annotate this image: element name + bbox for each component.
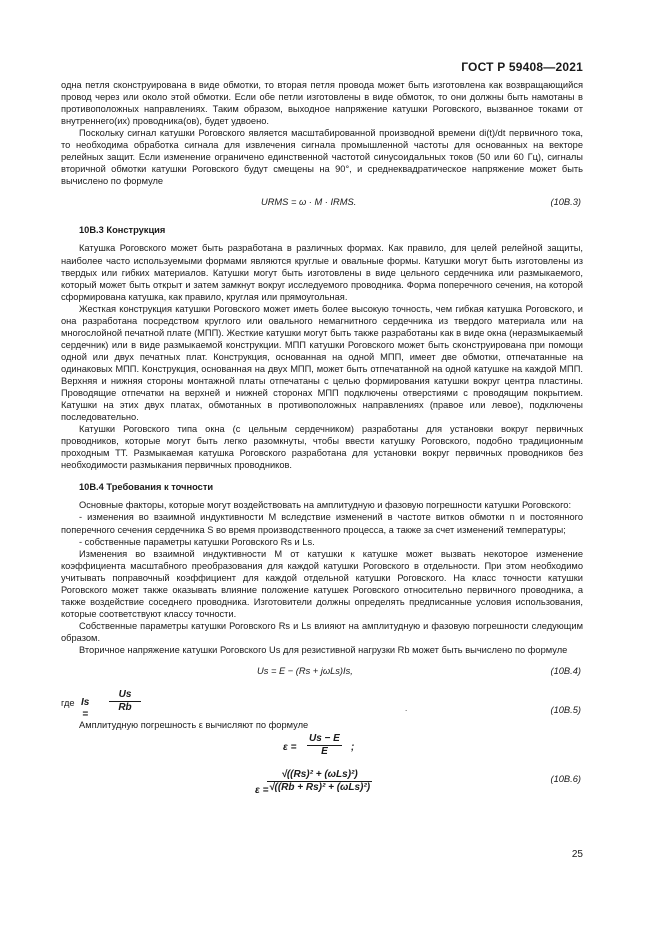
standard-header: ГОСТ Р 59408—2021: [461, 60, 583, 74]
paragraph: Поскольку сигнал катушки Роговского является масштабированной производной времени di(t)/dt первичного тока, то необходима обработка сигнала для извлечения сигнала промышленной частоты для основанных на векторе релейных защит. Если изменение ограничено единственной частотой синусоидальных токов (50 или 60 Гц), сигналы вторичной обмотки катушки Роговского будут смещены на 90°, и среднеквадратическое напряжение может быть вычислено по формуле: [61, 128, 583, 187]
formula-number: (10В.6): [550, 774, 581, 785]
formula-number: (10В.5): [550, 705, 581, 716]
list-item: - изменения во взаимной индуктивности M вследствие изменений в частоте витков обмотки n и постоянного поперечного сечения сердечника S во время производственного процесса, а также за счет изменений температуры;: [61, 512, 583, 535]
formula-fraction: [267, 769, 372, 794]
section-heading: 10В.4 Требования к точности: [79, 482, 214, 493]
formula-lhs: ε =: [255, 785, 269, 797]
paragraph: Жесткая конструкция катушки Роговского может иметь более высокую точность, чем гибкая катушка Роговского, и она разработана посредством круглого или овального немагнитного сердечника из твердого материала или на многослойной печатной плате (МПП). Жесткие катушки могут быть также разработаны как в виде окна (неразмыкаемый сердечник) или в виде размыкаемой конструкции. МПП катушки Роговского может быть сконструирована при помощи одной или двух печатных плат. Конструкция, основанная на одной МПП, имеет две обмотки, отпечатанные на одинаковых МПП. Конструкция, основанная на двух МПП, может быть отпечатанной на одной катушке на каждой МПП. Верхняя и нижняя стороны монтажной платы отпечатаны с целью формирования катушки вокруг центра пластины. Проводящие отпечатки на верхней и нижней сторонах МПП подключены отверстиями с проводящим покрытием. Катушки на этих двух платах, обмотанных в противоположных направлениях (правое или левое), подключены последовательно.: [61, 303, 583, 423]
formula-10b3: [61, 192, 583, 214]
fraction-denominator: √((Rb + Rs)² + (ωLs)²): [269, 782, 371, 794]
page-number: 25: [571, 849, 583, 860]
paragraph: Вторичное напряжение катушки Роговского Us для резистивной нагрузки Rb может быть вычислено по формуле: [79, 644, 568, 655]
formula-10b5: [61, 689, 583, 721]
section-heading: 10В.3 Конструкция: [79, 225, 166, 236]
paragraph: одна петля сконструирована в виде обмотки, то вторая петля провода может быть изготовлена как возвращающийся провод через или около этой обмотки. Если обе петли изготовлены в виде обмоток, то они должны быть намотаны в противоположных направлениях. Таким образом, выходное напряжение катушки Роговского, вызванное токами от внутреннего(их) проводника(ов), будет удвоено.: [61, 80, 583, 127]
formula-lhs: ε =: [283, 742, 297, 754]
fraction-numerator: Us − E: [307, 733, 342, 746]
formula-number: (10В.3): [550, 197, 581, 208]
list-item: - собственные параметры катушки Роговского Rs и Ls.: [79, 536, 315, 547]
formula-epsilon: [61, 733, 583, 765]
formula-number: (10В.4): [550, 666, 581, 677]
formula-semicolon: ;: [351, 742, 355, 754]
formula-expression: URMS = ω · M · IRMS.: [261, 197, 357, 208]
formula-expression: Us = E − (Rs + jωLs)Is,: [257, 666, 353, 677]
formula-10b4: [61, 661, 583, 683]
fraction-denominator: E: [321, 746, 328, 758]
paragraph: Собственные параметры катушки Роговского Rs и Ls влияют на амплитудную и фазовую погрешности следующим образом.: [61, 620, 583, 643]
formula-lead: где: [61, 698, 75, 709]
fraction-numerator: √((Rs)² + (ωLs)²): [267, 769, 372, 782]
formula-10b6: [61, 769, 583, 813]
fraction-numerator: Us: [109, 689, 141, 702]
paragraph: Катушки Роговского типа окна (с цельным сердечником) разработаны для установки вокруг первичных проводников, которые могут быть легко разомкнуты, чтобы ввести катушку Роговского, подобно традиционным проходным ТТ. Размыкаемая катушка Роговского разработана для установки вокруг первичных проводников без необходимости размыкания первичных проводников.: [61, 424, 583, 471]
paragraph: Амплитудную погрешность ε вычисляют по формуле: [79, 720, 309, 731]
formula-lhs: Is =: [81, 697, 90, 721]
formula-marker: .: [405, 704, 408, 714]
paragraph: Катушка Роговского может быть разработана в различных формах. Как правило, для целей релейной защиты, наиболее часто используемыми формами являются круглые и овальные формы. Катушки могут быть изготовлены из твердых или гибких материалов. Катушки могут быть изготовлены в виде цельного сердечника или размыкаемого, который может быть открыт и затем замкнут вокруг исследуемого проводника. Форма поперечного сечения, на которой сформирована катушка, как правило, круглая или прямоугольная.: [61, 243, 583, 302]
formula-fraction: [307, 733, 342, 758]
paragraph: Изменения во взаимной индуктивности M от катушки к катушке может вызвать некоторое изменение коэффициента масштабного преобразования для каждой катушки Роговского в отдельности. При этом необходимо учитывать поправочный коэффициент для каждой отдельной катушки Роговского. На класс точности катушки Роговского может также оказывать влияние положение катушек Роговского относительно первичного проводника, а также воздействие соседнего проводника. Изготовители должны определять предписанные условия использования, которые соответствуют классу точности.: [61, 548, 583, 619]
paragraph: Основные факторы, которые могут воздействовать на амплитудную и фазовую погрешности катушки Роговского:: [79, 500, 572, 511]
document-body: [61, 79, 583, 817]
fraction-denominator: Rb: [118, 702, 132, 714]
